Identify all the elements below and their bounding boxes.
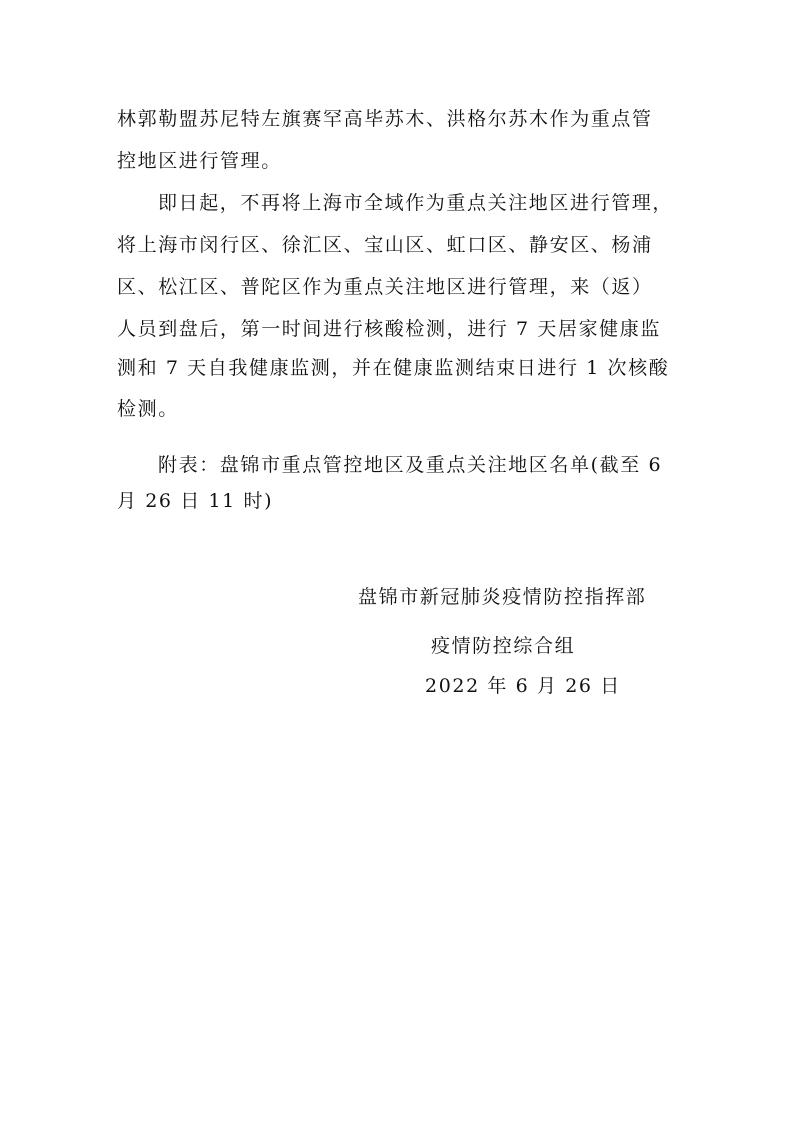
paragraph-2-line-6: 检测。 — [117, 398, 179, 420]
paragraph-2-line-3: 区、松江区、普陀区作为重点关注地区进行管理，来（返） — [117, 276, 653, 298]
signature-date: 2022 年 6 月 26 日 — [425, 675, 621, 697]
paragraph-2-line-5: 测和 7 天自我健康监测，并在健康监测结束日进行 1 次核酸 — [117, 357, 670, 379]
paragraph-2-line-1: 即日起，不再将上海市全域作为重点关注地区进行管理， — [158, 192, 674, 214]
paragraph-2-line-4: 人员到盘后，第一时间进行核酸检测，进行 7 天居家健康监 — [117, 318, 661, 340]
paragraph-1-line-2: 控地区进行管理。 — [117, 150, 282, 172]
paragraph-1-line-1: 林郭勒盟苏尼特左旗赛罕高毕苏木、洪格尔苏木作为重点管 — [117, 108, 653, 130]
signature-organization: 盘锦市新冠肺炎疫情防控指挥部 — [358, 586, 647, 608]
attachment-line-2: 月 26 日 11 时) — [117, 490, 274, 512]
signature-group: 疫情防控综合组 — [431, 635, 576, 657]
paragraph-2-line-2: 将上海市闵行区、徐汇区、宝山区、虹口区、静安区、杨浦 — [117, 234, 653, 256]
attachment-line-1: 附表：盘锦市重点管控地区及重点关注地区名单(截至 6 — [158, 454, 663, 476]
